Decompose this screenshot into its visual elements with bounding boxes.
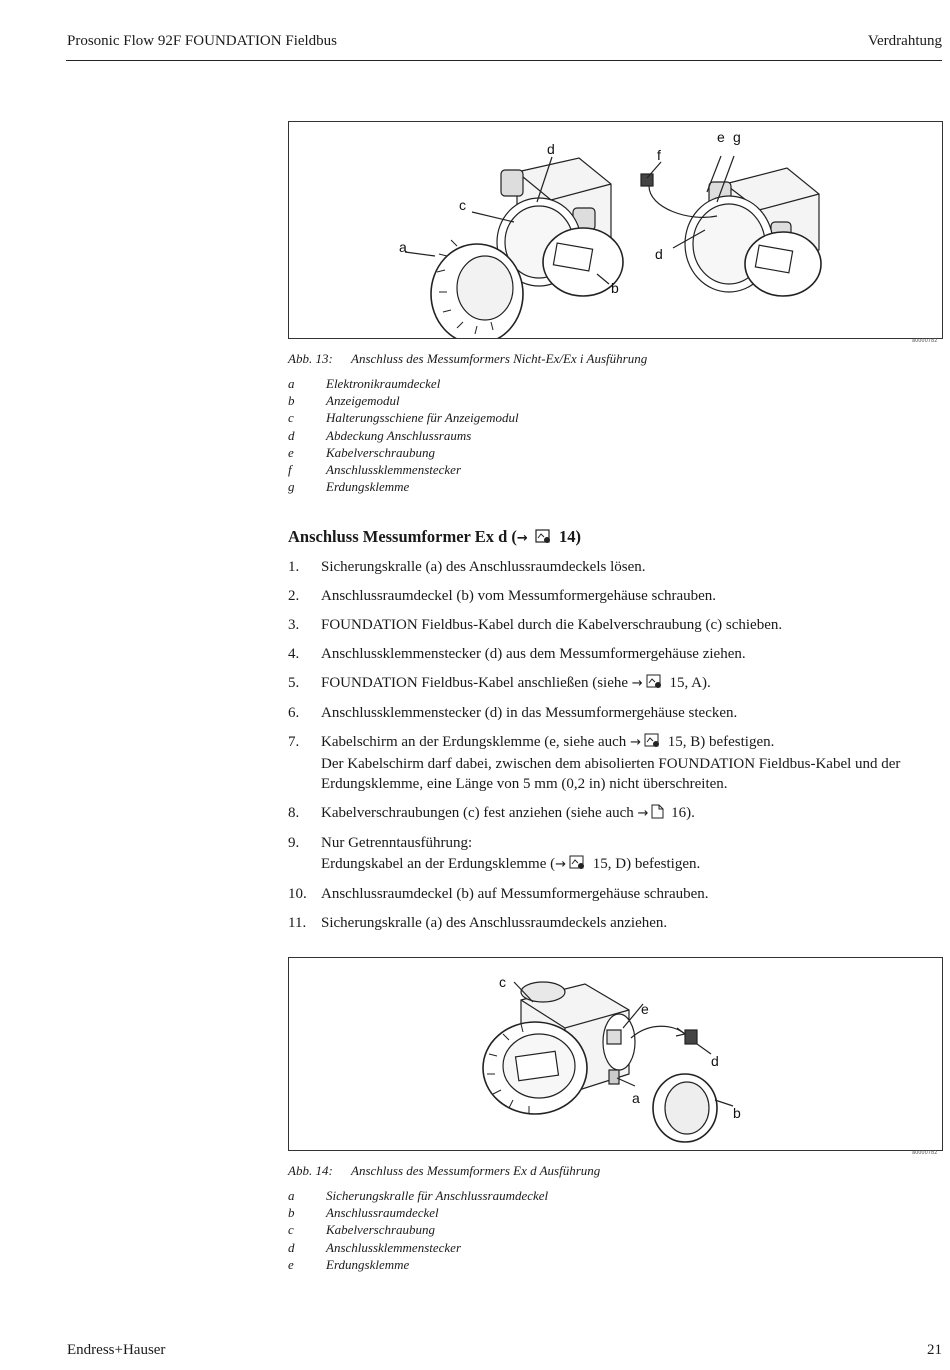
figure-13-id: a0000782 <box>912 338 938 344</box>
legend-key: d <box>288 427 295 443</box>
callout-d-upper: d <box>547 141 555 157</box>
legend-row <box>288 1188 548 1205</box>
legend-key: c <box>288 410 294 426</box>
figure-14-caption <box>288 1163 600 1179</box>
callout-b: b <box>733 1105 741 1121</box>
step-number: 1. <box>288 559 300 575</box>
legend-key: d <box>288 1239 295 1255</box>
step-text: Sicherungskralle (a) des Anschlussraumdeckels anziehen. <box>321 914 668 931</box>
figure-reference-icon <box>535 529 552 544</box>
page-reference-icon <box>651 804 664 819</box>
step-text: Sicherungskralle (a) des Anschlussraumdeckels lösen. <box>321 559 646 575</box>
legend-row <box>288 376 519 393</box>
legend-text: Erdungsklemme <box>326 1256 410 1272</box>
step-number: 5. <box>288 675 300 691</box>
step-text-part: FOUNDATION Fieldbus-Kabel anschließen (siehe <box>321 675 632 691</box>
section-title-text: Anschluss Messumformer Ex d ( <box>288 527 517 546</box>
list-item <box>288 884 943 905</box>
step-number: 11. <box>288 914 307 931</box>
figure-13-caption <box>288 351 647 367</box>
figure-14-number: Abb. 14: <box>288 1163 333 1178</box>
callout-e: e <box>641 1001 649 1017</box>
callout-f: f <box>657 147 661 163</box>
callout-b: b <box>611 280 619 296</box>
arrow-icon: → <box>630 735 641 750</box>
step-text: Anschlussraumdeckel (b) auf Messumformergehäuse schrauben. <box>321 885 709 902</box>
step-number: 2. <box>288 588 300 604</box>
legend-text: Abdeckung Anschlussraums <box>326 427 472 443</box>
step-text-part: Kabelschirm an der Erdungsklemme (e, siehe auch <box>321 734 631 750</box>
figure-14-caption-text: Anschluss des Messumformers Ex d Ausführung <box>351 1163 601 1178</box>
step-text <box>321 833 943 875</box>
list-item <box>288 615 943 636</box>
section-title-ref: 14) <box>554 527 582 546</box>
figure-13-caption-text: Anschluss des Messumformers Nicht-Ex/Ex i Ausführung <box>351 351 648 366</box>
legend-text: Halterungsschiene für Anzeigemodul <box>326 410 519 426</box>
step-text: FOUNDATION Fieldbus-Kabel durch die Kabelverschraubung (c) schieben. <box>321 617 783 633</box>
step-text-part: Der Kabelschirm darf dabei, zwischen dem abisolierten FOUNDATION Fieldbus-Kabel und der Erdungsklemme, eine Länge von 5 mm (0,2 in) nicht überschreiten. <box>321 755 901 792</box>
legend-text: Anschlussklemmenstecker <box>326 1239 462 1255</box>
list-item <box>288 833 943 875</box>
step-text-part: Nur Getrenntausführung: <box>321 835 473 851</box>
step-text: Anschlussklemmenstecker (d) in das Messumformergehäuse stecken. <box>321 705 738 721</box>
header-title: Prosonic Flow 92F FOUNDATION Fieldbus <box>67 33 338 49</box>
callout-e: e <box>717 129 725 145</box>
step-text <box>321 803 943 825</box>
figure-14 <box>288 957 943 1151</box>
callout-g: g <box>733 129 741 145</box>
step-number: 9. <box>288 835 300 851</box>
legend-key: b <box>288 1205 295 1221</box>
legend-row <box>288 1240 548 1257</box>
step-text: Anschlussraumdeckel (b) vom Messumformergehäuse schrauben. <box>321 588 717 604</box>
arrow-icon: → <box>516 531 528 546</box>
legend-row <box>288 1205 548 1222</box>
figure-reference-icon <box>646 674 663 689</box>
step-text <box>321 673 943 695</box>
figure-13-illustration <box>289 122 942 338</box>
list-item <box>288 703 943 724</box>
figure-reference-icon <box>644 733 661 748</box>
legend-text: Anschlussraumdeckel <box>326 1205 439 1221</box>
list-item <box>288 673 943 695</box>
legend-key: e <box>288 1256 294 1272</box>
callout-c: c <box>459 197 466 213</box>
legend-row <box>288 1257 548 1274</box>
step-number: 6. <box>288 705 300 721</box>
step-text: Anschlussklemmenstecker (d) aus dem Messumformergehäuse ziehen. <box>321 646 746 662</box>
callout-d: d <box>711 1053 719 1069</box>
step-number: 10. <box>288 885 307 902</box>
step-number: 3. <box>288 617 300 633</box>
legend-row <box>288 393 519 410</box>
step-text-part: 16). <box>667 805 695 821</box>
list-item <box>288 644 943 665</box>
steps-list <box>288 557 943 942</box>
callout-d-lower: d <box>655 246 663 262</box>
figure-13-number: Abb. 13: <box>288 351 333 366</box>
legend-key: b <box>288 393 295 409</box>
legend-text: Kabelverschraubung <box>326 444 436 460</box>
legend-key: a <box>288 376 295 391</box>
legend-text: Anschlussklemmenstecker <box>326 461 462 477</box>
list-item <box>288 557 943 578</box>
list-item <box>288 913 943 934</box>
arrow-icon: → <box>631 676 643 691</box>
legend-text: Sicherungskralle für Anschlussraumdeckel <box>326 1188 549 1203</box>
legend-text: Kabelverschraubung <box>326 1222 436 1238</box>
legend-row <box>288 410 519 427</box>
step-text <box>321 732 943 795</box>
step-text-part: 15, A). <box>665 675 711 691</box>
step-number: 8. <box>288 805 300 821</box>
step-number: 4. <box>288 646 300 662</box>
list-item <box>288 732 943 795</box>
callout-c: c <box>499 974 506 990</box>
header-section: Verdrahtung <box>867 33 942 49</box>
step-text-part: Kabelverschraubungen (c) fest anziehen (siehe auch <box>321 805 638 821</box>
figure-13 <box>288 121 943 339</box>
section-title <box>288 527 581 547</box>
arrow-icon: → <box>637 806 649 821</box>
list-item <box>288 586 943 607</box>
footer-brand: Endress+Hauser <box>67 1342 166 1358</box>
header-rule <box>66 60 942 61</box>
step-text-part: 15, D) befestigen. <box>589 855 701 872</box>
callout-a: a <box>399 239 407 255</box>
legend-row <box>288 428 519 445</box>
legend-row <box>288 1222 548 1239</box>
figure-14-illustration <box>289 958 942 1150</box>
legend-row <box>288 479 519 496</box>
legend-key: c <box>288 1222 294 1238</box>
arrow-icon: → <box>555 856 567 872</box>
callout-a: a <box>632 1090 640 1106</box>
step-text-part: 15, B) befestigen. <box>663 734 775 750</box>
figure-reference-icon <box>569 855 586 870</box>
step-number: 7. <box>288 734 300 750</box>
legend-text: Erdungsklemme <box>326 479 410 495</box>
legend-key: f <box>288 461 292 477</box>
figure-13-legend <box>288 376 519 496</box>
legend-row <box>288 445 519 462</box>
figure-14-legend <box>288 1188 548 1274</box>
legend-key: a <box>288 1188 295 1203</box>
figure-14-id: a0000782 <box>912 1150 938 1156</box>
legend-key: e <box>288 444 294 460</box>
step-text-part: Erdungskabel an der Erdungsklemme ( <box>321 855 556 872</box>
legend-text: Elektronikraumdeckel <box>326 376 441 391</box>
page-number: 21 <box>927 1342 942 1358</box>
legend-row <box>288 462 519 479</box>
legend-key: g <box>288 479 295 495</box>
list-item <box>288 803 943 825</box>
legend-text: Anzeigemodul <box>326 393 400 409</box>
